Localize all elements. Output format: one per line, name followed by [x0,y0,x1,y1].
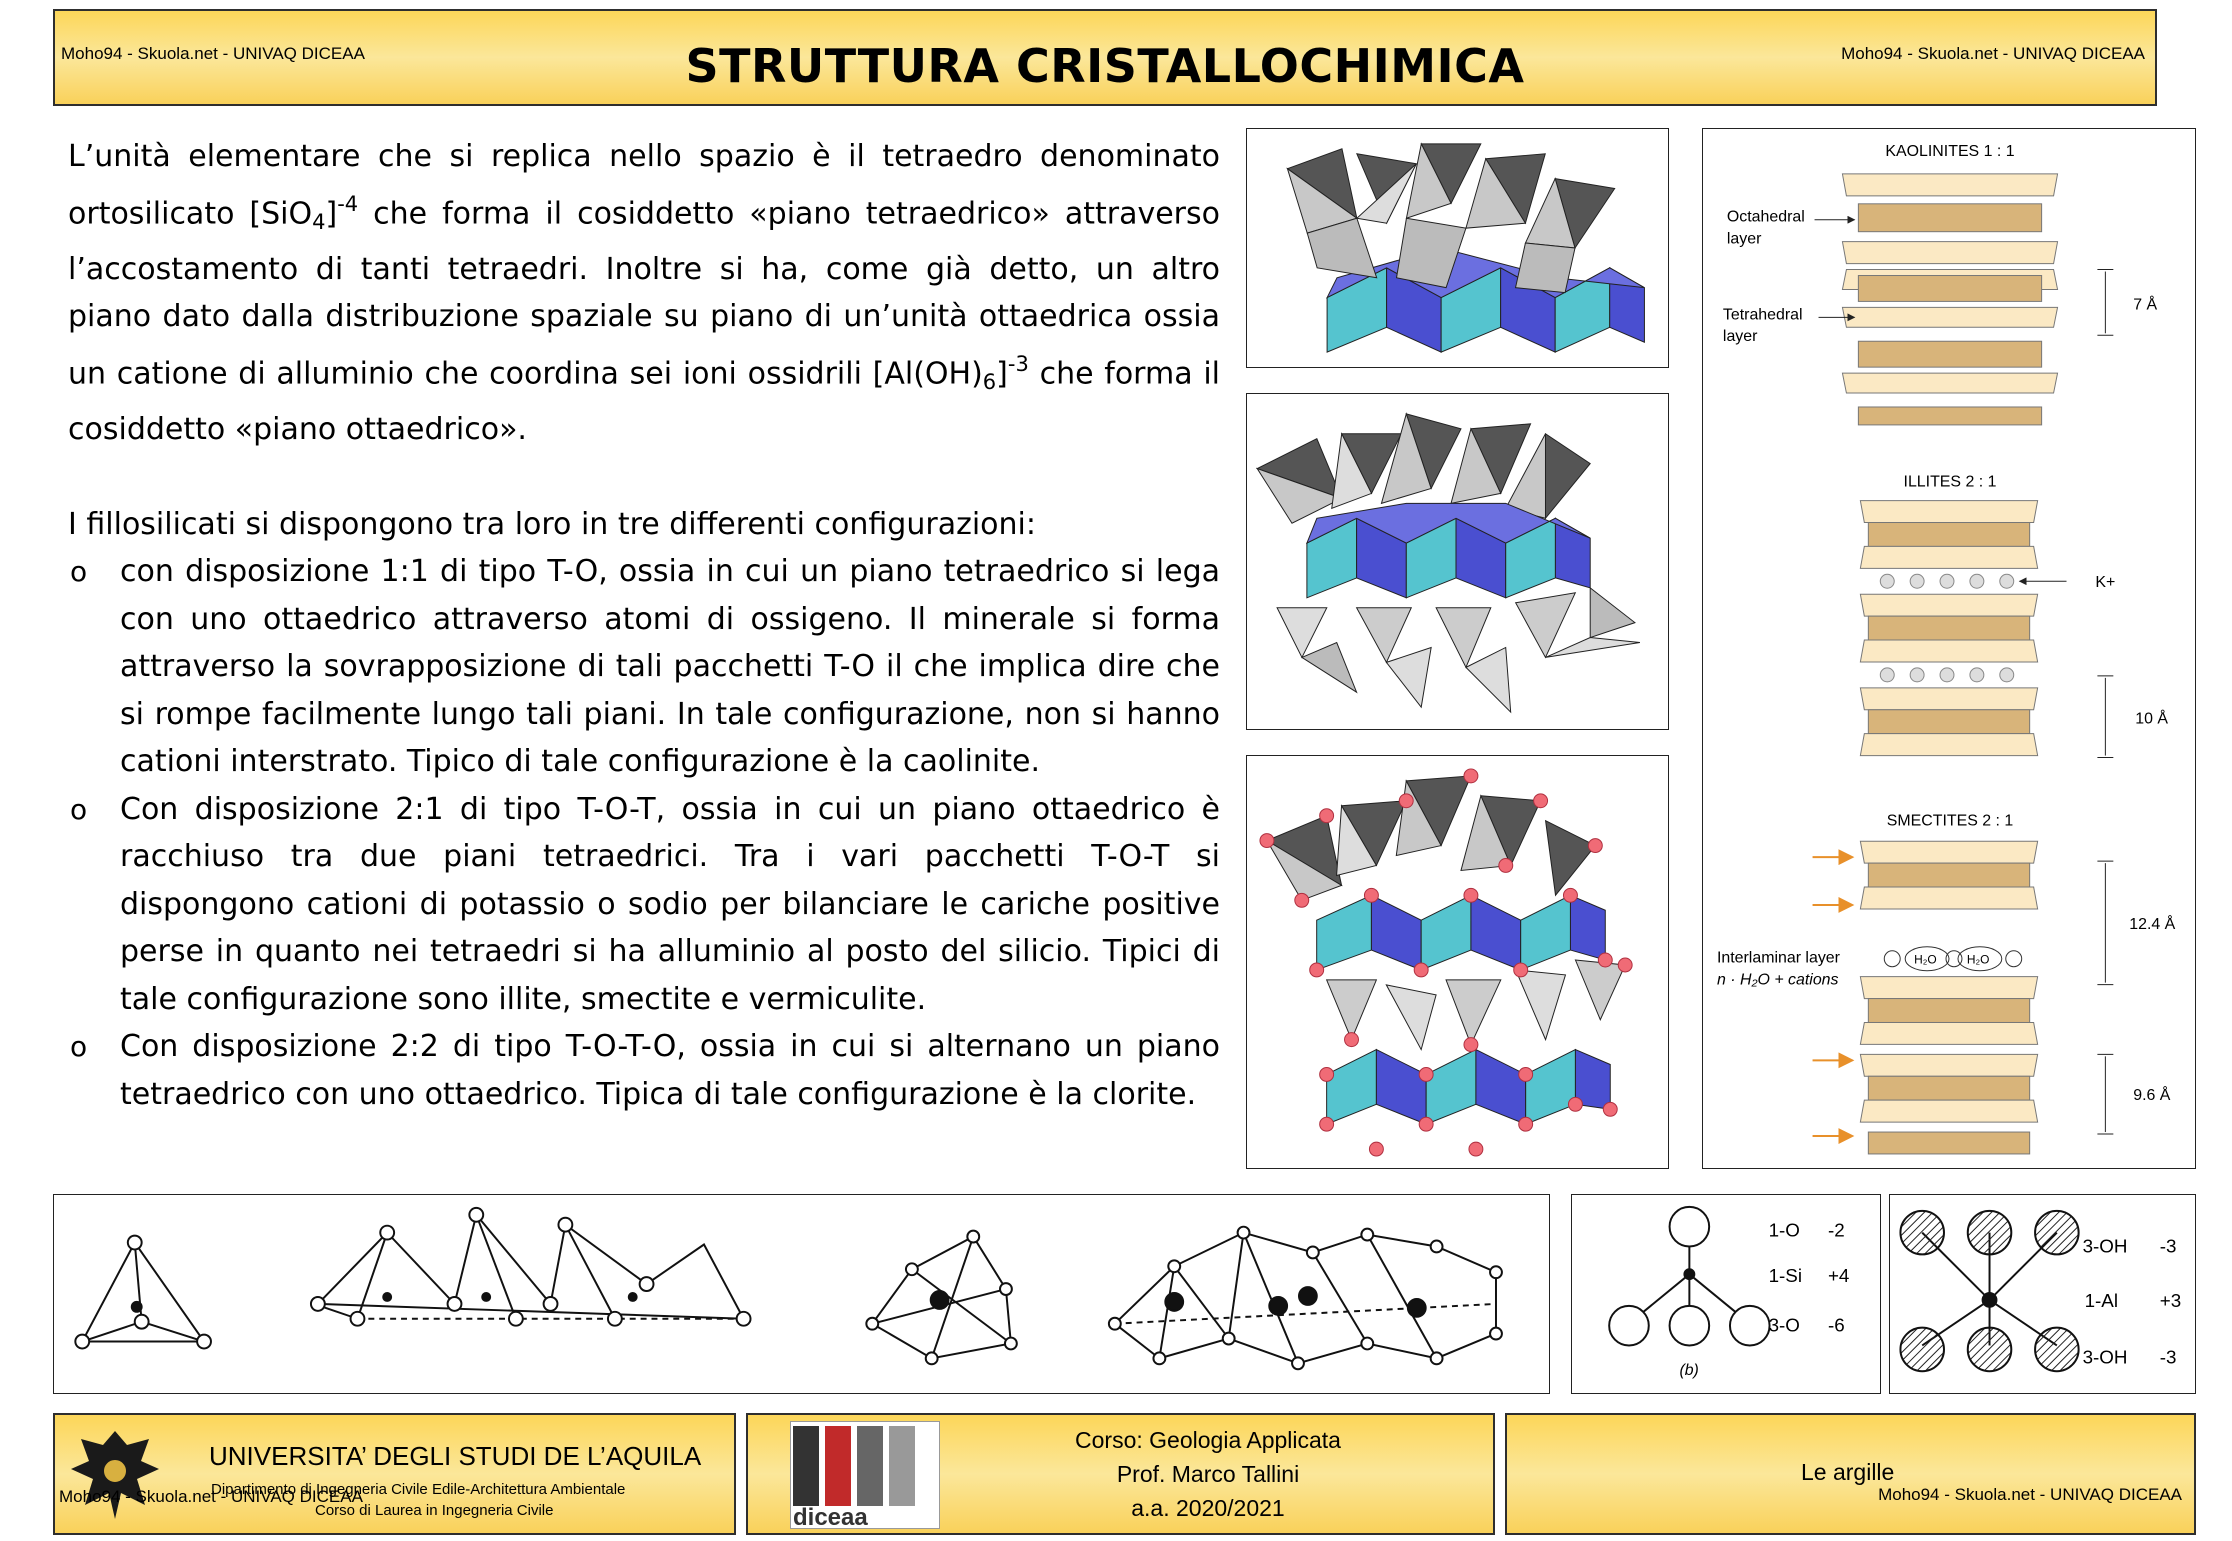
interlaminar-label: Interlaminar layer [1716,949,1840,967]
si-row-value: +4 [1827,1265,1850,1287]
illite-stack [1860,501,2037,756]
smectites-label: SMECTITES 2 : 1 [1886,812,2014,830]
spacing-10a: 10 Å [2135,710,2169,728]
illites-label: ILLITES 2 : 1 [1903,473,1997,491]
spacing-7a-bracket [2097,270,2113,336]
degree-name: Corso di Laurea in Ingegneria Civile [315,1502,554,1519]
al-row-label: 3-OH [2082,1235,2128,1257]
kaolinites-label: KAOLINITES 1 : 1 [1885,143,2015,161]
intro-paragraph: L’unità elementare che si replica nello spazio è il tetraedro denominato ortosilicato $[SiO_4]^{-4}$ che forma il cosiddetto «piano tetraedrico» attraverso l’accostamento di tanti tetraedri. Inoltre si ha, come già detto, un altro piano dato dalla distribuzione spaziale su piano di un’unità ottaedrica ossia un catione di alluminio che coordina sei ioni ossidrili $[Al(OH)_6]^{-3}$ che forma il cosiddetto «piano ottaedrico». [68,139,1220,448]
configurations-list [68,548,1220,1118]
list-item: o con disposizione 1:1 di tipo T-O, ossia in cui un piano tetraedrico si lega con uno ottaedrico attraverso atomi di ossigeno. Il minerale si forma attraverso la sovrapposizione di tali pacchetti T-O il che implica dire che si rompe facilmente lungo tali piani. In tale configurazione, non si hanno cationi interstrato. Tipico di tale configurazione è la caolinite. [68,548,1220,786]
si-charge-table [1769,1220,1850,1336]
lower-tetrahedral-sheet [1277,588,1640,712]
si-row-value: -2 [1827,1219,1845,1241]
octahedral-label: Octahedral [1726,208,1805,226]
tot-layer-figure [1246,393,1669,730]
brucite-octahedral-sheet [1327,1050,1611,1125]
body-text [68,133,1220,1118]
logo-bar [857,1426,883,1506]
spacing-7a: 7 Å [2133,296,2158,314]
sketch-drawing [54,1195,1549,1393]
al-row-value: +3 [2159,1289,2182,1311]
octahedral-sheet [1327,248,1644,352]
page-title: STRUTTURA CRISTALLOCHIMICA [685,39,1525,93]
footer-university-panel [53,1413,736,1535]
si-row-label: 1-Si [1768,1265,1803,1287]
tetrahedral-layer-label: layer [1722,328,1758,346]
title-banner [53,9,2157,106]
tot-drawing [1247,394,1668,729]
single-octahedron [866,1231,1016,1365]
spacing-96a-bracket [2097,1054,2113,1134]
header-watermark-left: Moho94 - Skuola.net - UNIVAQ DICEAA [61,44,365,63]
tetrahedral-label: Tetrahedral [1722,306,1803,324]
course-name: Corso: Geologia Applicata [1075,1427,1341,1453]
h2o-label-1: H₂O [1914,952,1937,967]
kaolinite-stack [1842,174,2057,425]
octahedral-layer-label: layer [1726,230,1762,248]
figure-label: (b) [1679,1362,1699,1380]
spacing-124a: 12.4 Å [2129,915,2176,933]
sio4-sketch [1609,1207,1769,1346]
aluminum-charge-figure [1889,1194,2196,1394]
smectite-stack [1860,841,2037,1154]
silicon-charge-drawing [1572,1195,1880,1393]
octahedral-sheet-sketch [1109,1227,1502,1370]
logo-bar [889,1426,915,1506]
tetra-octa-sketches [53,1194,1550,1394]
clay-diagram-drawing [1703,129,2195,1168]
configurations-intro: I fillosilicati si dispongono tra loro in tre differenti configurazioni: [68,506,1036,542]
octahedral-sheet [1317,895,1606,970]
water-molecules [1884,947,2021,971]
upper-tetrahedral-sheet [1267,776,1595,900]
department-name: Dipartimento di Ingegneria Civile Edile-Architettura Ambientale [211,1481,626,1498]
list-item: o Con disposizione 2:1 di tipo T-O-T, ossia in cui un piano ottaedrico è racchiuso tra due piani tetraedrici. Tra i vari pacchetti T-O-T si dispongono cationi di potassio o sodio per bilanciare le cariche positive perse in quanto nei tetraedri si ha alluminio al posto del silicio. Tipici di tale configurazione sono illite, smectite e vermiculite. [68,786,1220,1024]
spacing-10a-bracket [2097,676,2113,758]
al-charge-table [2083,1235,2182,1367]
header-watermark-right: Moho94 - Skuola.net - UNIVAQ DICEAA [1841,44,2145,63]
footer-topic-panel [1505,1413,2196,1535]
topic-label: Le argille [1801,1459,1895,1485]
al-row-value: -3 [2159,1235,2177,1257]
diceaa-logo [790,1421,940,1529]
tetrahedral-sheet [1287,144,1614,293]
al-row-label: 3-OH [2082,1346,2128,1368]
tetra-octa-drawing [1247,129,1668,367]
si-row-label: 1-O [1768,1219,1800,1241]
spacing-124a-bracket [2097,861,2113,984]
si-row-value: -6 [1827,1314,1845,1336]
h2o-label-2: H₂O [1966,952,1990,967]
aluminum-charge-drawing [1890,1195,2195,1393]
academic-year: a.a. 2020/2021 [1131,1495,1285,1521]
spacing-96a: 9.6 Å [2133,1087,2171,1105]
octahedral-sheet [1307,503,1590,597]
footer-watermark-left: Moho94 - Skuola.net - UNIVAQ DICEAA [59,1487,363,1506]
footer-watermark-right: Moho94 - Skuola.net - UNIVAQ DICEAA [1878,1485,2182,1504]
middle-tetrahedral-sheet [1327,960,1626,1050]
clay-minerals-diagram [1702,128,2196,1169]
single-tetrahedron [75,1236,211,1349]
tetra-octa-layer-figure [1246,128,1669,368]
cations-label: n · H₂O + cations [1716,971,1839,989]
si-row-label: 3-O [1768,1314,1800,1336]
chlorite-structure-figure [1246,755,1669,1169]
k-plus-label: K+ [2095,574,2116,592]
footer-course-panel [746,1413,1495,1535]
tetrahedral-sheet-sketch [311,1208,751,1326]
list-item: o Con disposizione 2:2 di tipo T-O-T-O, ossia in cui si alternano un piano tetraedrico con uno ottaedrico. Tipica di tale configurazione è la clorite. [68,1023,1220,1118]
eagle-crest-logo [61,1421,169,1529]
logo-text: diceaa [793,1504,868,1531]
aloh6-sketch [1900,1211,2078,1371]
al-row-label: 1-Al [2084,1289,2119,1311]
chlorite-drawing [1247,756,1668,1168]
university-name: UNIVERSITA’ DEGLI STUDI DE L’AQUILA [209,1441,702,1471]
silicon-charge-figure [1571,1194,1881,1394]
orange-arrows [1813,857,1853,1136]
professor-name: Prof. Marco Tallini [1116,1461,1300,1487]
logo-bar [825,1426,851,1506]
logo-bar [793,1426,819,1506]
al-row-value: -3 [2159,1346,2177,1368]
